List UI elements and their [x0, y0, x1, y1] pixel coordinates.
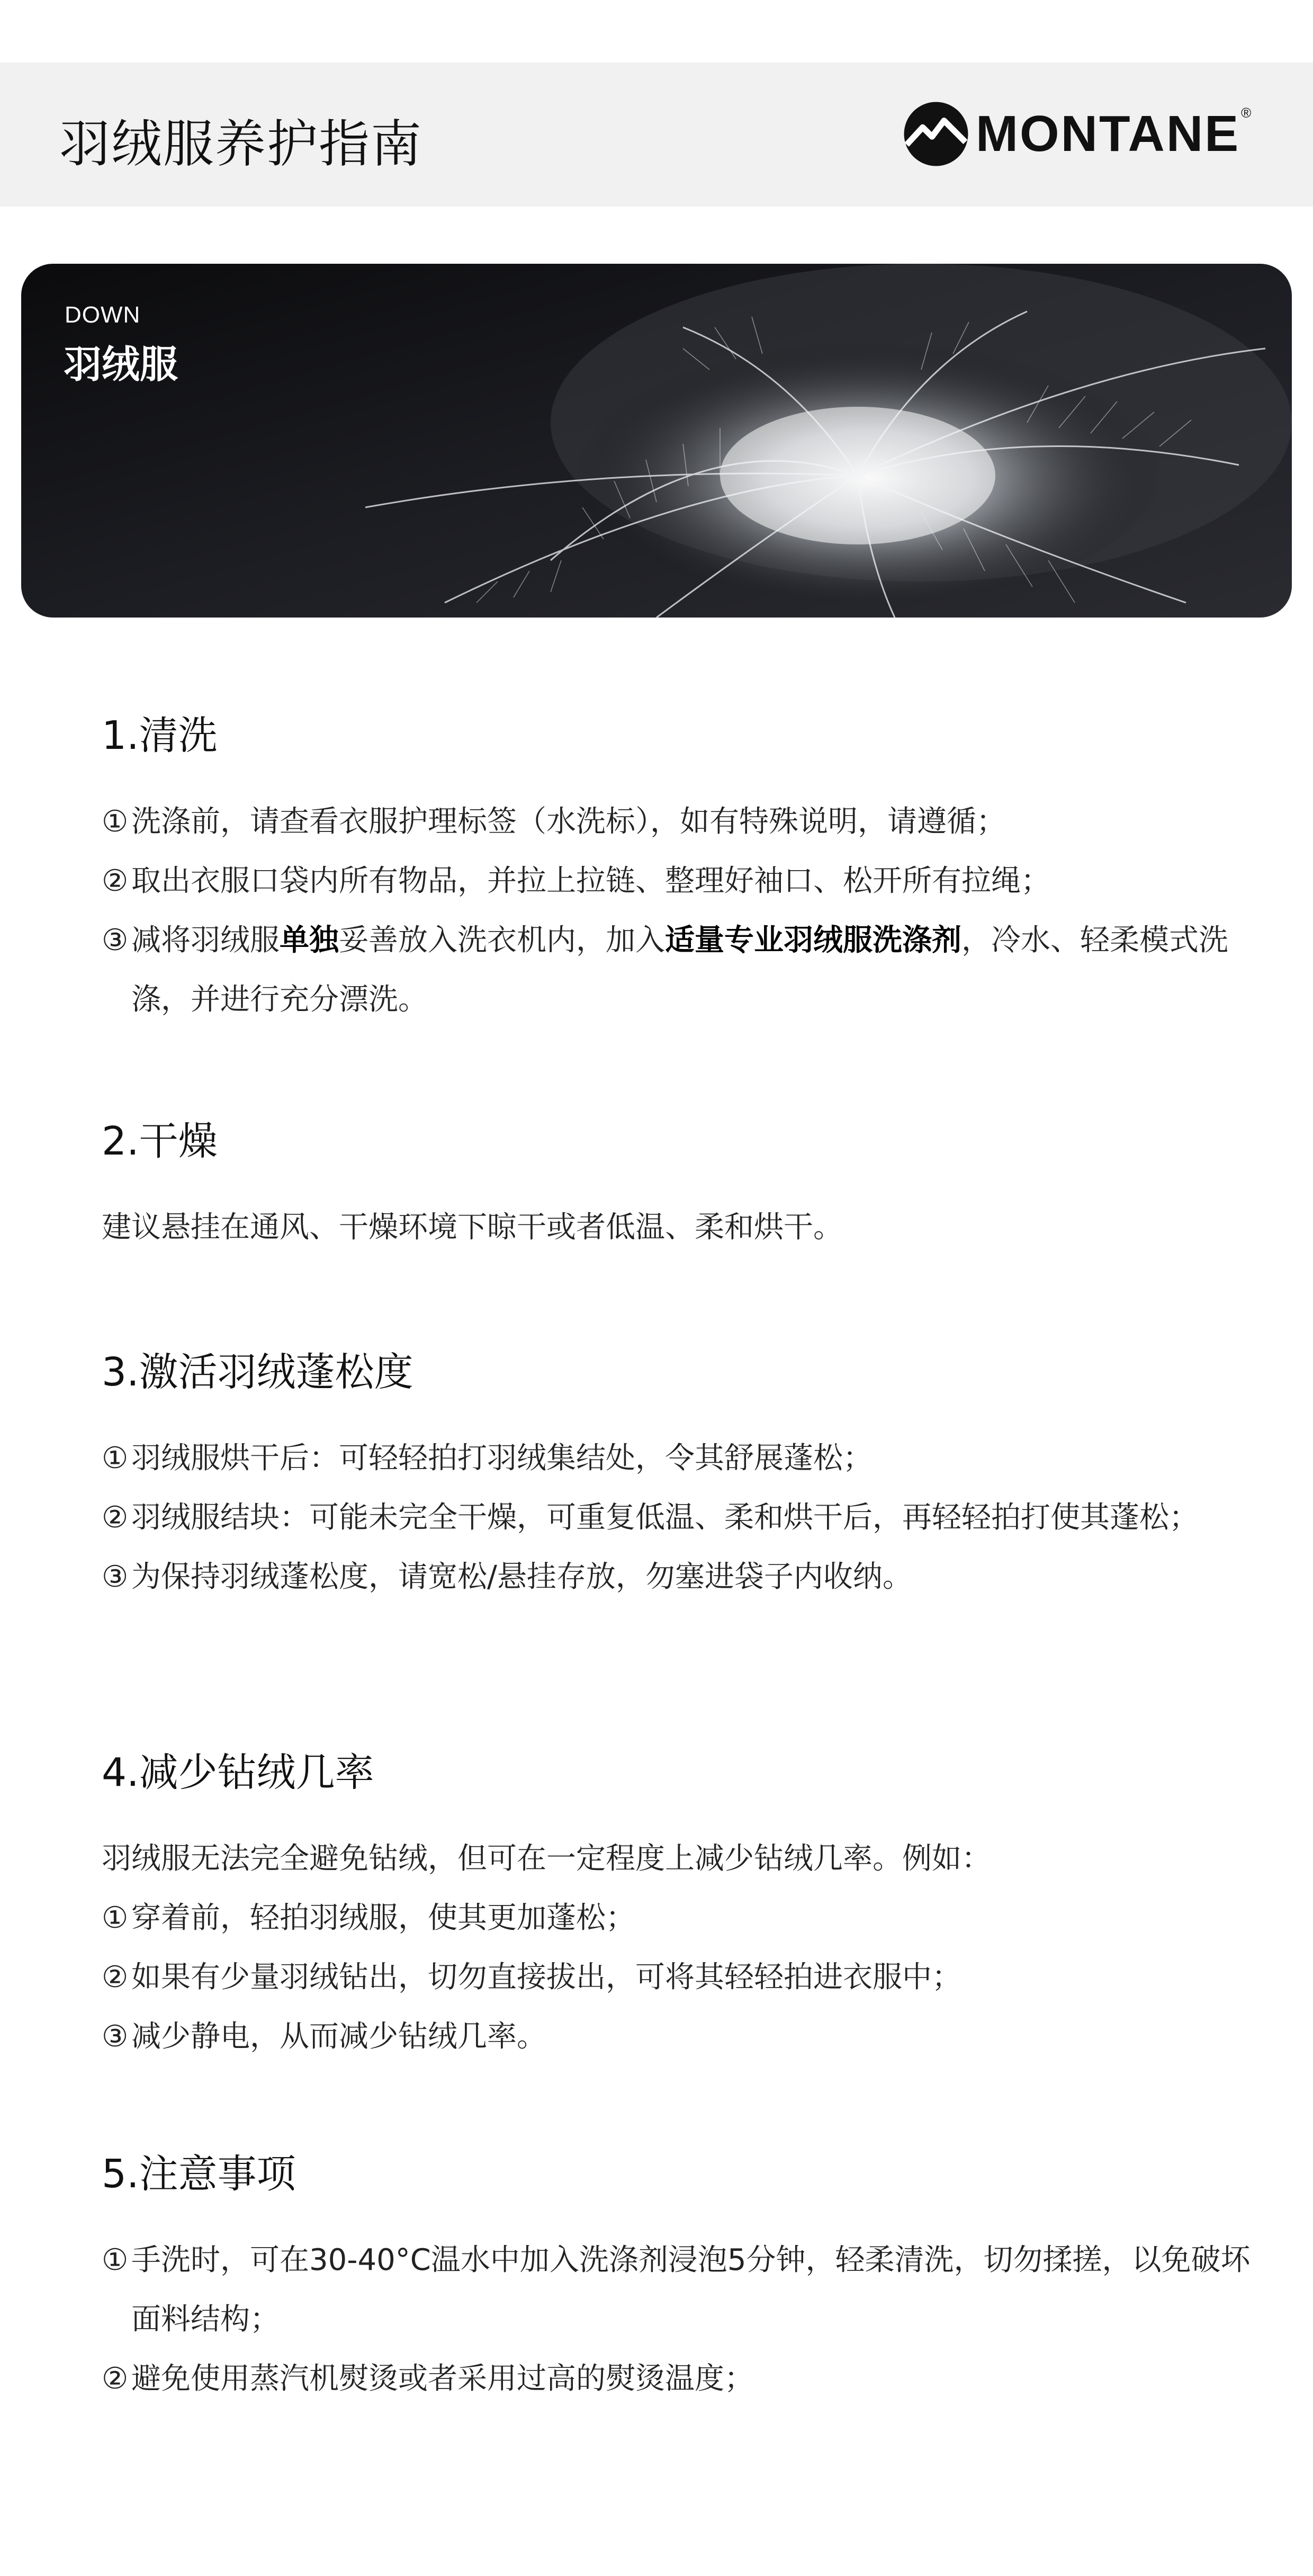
down-feather-image	[21, 264, 1292, 618]
list-item: ① 穿着前，轻拍羽绒服，使其更加蓬松；	[102, 1901, 635, 1935]
section-title: 5.注意事项	[102, 2151, 296, 2197]
list-item: ② 如果有少量羽绒钻出，切勿直接拔出，可将其轻轻拍进衣服中；	[102, 1960, 961, 1994]
brand-name: MONTANE®	[976, 105, 1253, 162]
section-drying	[102, 1119, 1256, 1257]
list-item: ① 手洗时，可在30-40°C温水中加入洗涤剂浸泡5分钟，轻柔清洗，切勿揉搓，以免破坏面料结构；	[102, 2243, 1251, 2337]
registered-mark: ®	[1241, 105, 1253, 121]
section-title: 1.清洗	[102, 713, 218, 758]
section-loft	[102, 1349, 1256, 1607]
list-item: ② 羽绒服结块：可能未完全干燥，可重复低温、柔和烘干后，再轻轻拍打使其蓬松；	[102, 1500, 1199, 1535]
section-title: 4.减少钻绒几率	[102, 1750, 374, 1795]
list-item: ② 避免使用蒸汽机熨烫或者采用过高的熨烫温度；	[102, 2362, 754, 2396]
montane-mountain-icon	[903, 101, 969, 167]
list-item: ① 洗涤前，请查看衣服护理标签（水洗标），如有特殊说明，请遵循；	[102, 804, 1006, 839]
list-item: ③ 减将羽绒服单独妥善放入洗衣机内，加入适量专业羽绒服洗涤剂，冷水、轻柔模式洗涤，并进行充分漂洗。	[102, 923, 1228, 1017]
page-header	[0, 62, 1313, 207]
banner-title: 羽绒服	[64, 342, 178, 387]
section-notes	[102, 2151, 1256, 2409]
section-title: 3.激活羽绒蓬松度	[102, 1349, 413, 1395]
list-item: ③ 为保持羽绒蓬松度，请宽松/悬挂存放，勿塞进袋子内收纳。	[102, 1560, 912, 1594]
section-title: 2.干燥	[102, 1119, 218, 1164]
paragraph: 羽绒服无法完全避免钻绒，但可在一定程度上减少钻绒几率。例如：	[102, 1841, 991, 1876]
section-washing	[102, 713, 1256, 1030]
list-item: ② 取出衣服口袋内所有物品，并拉上拉链、整理好袖口、松开所有拉绳；	[102, 864, 1050, 898]
banner-subtitle: DOWN	[65, 302, 141, 328]
list-item: ① 羽绒服烘干后：可轻轻拍打羽绒集结处，令其舒展蓬松；	[102, 1441, 873, 1475]
page-title: 羽绒服养护指南	[59, 114, 422, 174]
brand-logo	[903, 101, 1253, 167]
list-item: ③ 减少静电，从而减少钻绒几率。	[102, 2019, 546, 2054]
down-feather-banner	[21, 264, 1292, 618]
section-down-leakage	[102, 1750, 1256, 2067]
paragraph: 建议悬挂在通风、干燥环境下晾干或者低温、柔和烘干。	[102, 1210, 843, 1245]
